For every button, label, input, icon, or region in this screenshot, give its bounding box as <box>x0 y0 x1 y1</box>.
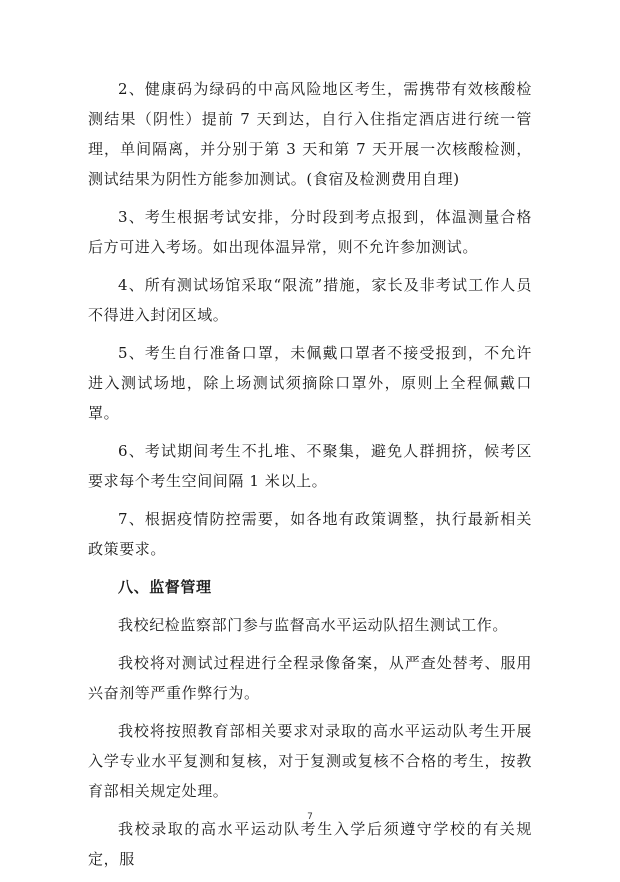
paragraph-item-6: 6、考试期间考生不扎堆、不聚集，避免人群拥挤，候考区要求每个考生空间间隔 1 米以上。 <box>88 442 532 490</box>
section-paragraph: 我校将按照教育部相关要求对录取的高水平运动队考生开展入学专业水平复测和复核，对于复测或复核不合格的考生，按教育部相关规定处理。 <box>88 722 532 800</box>
section-paragraph: 我校将对测试过程进行全程录像备案，从严查处替考、服用兴奋剂等严重作弊行为。 <box>88 654 532 702</box>
paragraph-item-4: 4、所有测试场馆采取“限流”措施，家长及非考试工作人员不得进入封闭区域。 <box>88 276 532 324</box>
paragraph-item-3: 3、考生根据考试安排，分时段到考点报到，体温测量合格后方可进入考场。如出现体温异常，则不允许参加测试。 <box>88 208 532 256</box>
page-number: 7 <box>307 812 313 822</box>
section-heading: 八、监督管理 <box>118 578 212 596</box>
paragraph-item-5: 5、考生自行准备口罩，未佩戴口罩者不接受报到，不允许进入测试场地，除上场测试须摘除口罩外，原则上全程佩戴口罩。 <box>88 344 532 422</box>
page-body <box>88 74 532 882</box>
paragraph-item-2: 2、健康码为绿码的中高风险地区考生，需携带有效核酸检测结果（阴性）提前 7 天到达，自行入住指定酒店进行统一管理，单间隔离，并分别于第 3 天和第 7 天开展一次核酸检测，测试结果为阴性方能参加测试。(食宿及检测费用自理) <box>88 80 532 188</box>
section-paragraph: 我校纪检监察部门参与监督高水平运动队招生测试工作。 <box>118 616 509 634</box>
paragraph-item-7: 7、根据疫情防控需要，如各地有政策调整，执行最新相关政策要求。 <box>88 510 532 558</box>
section-paragraph: 我校录取的高水平运动队考生入学后须遵守学校的有关规定，服 <box>88 820 532 868</box>
